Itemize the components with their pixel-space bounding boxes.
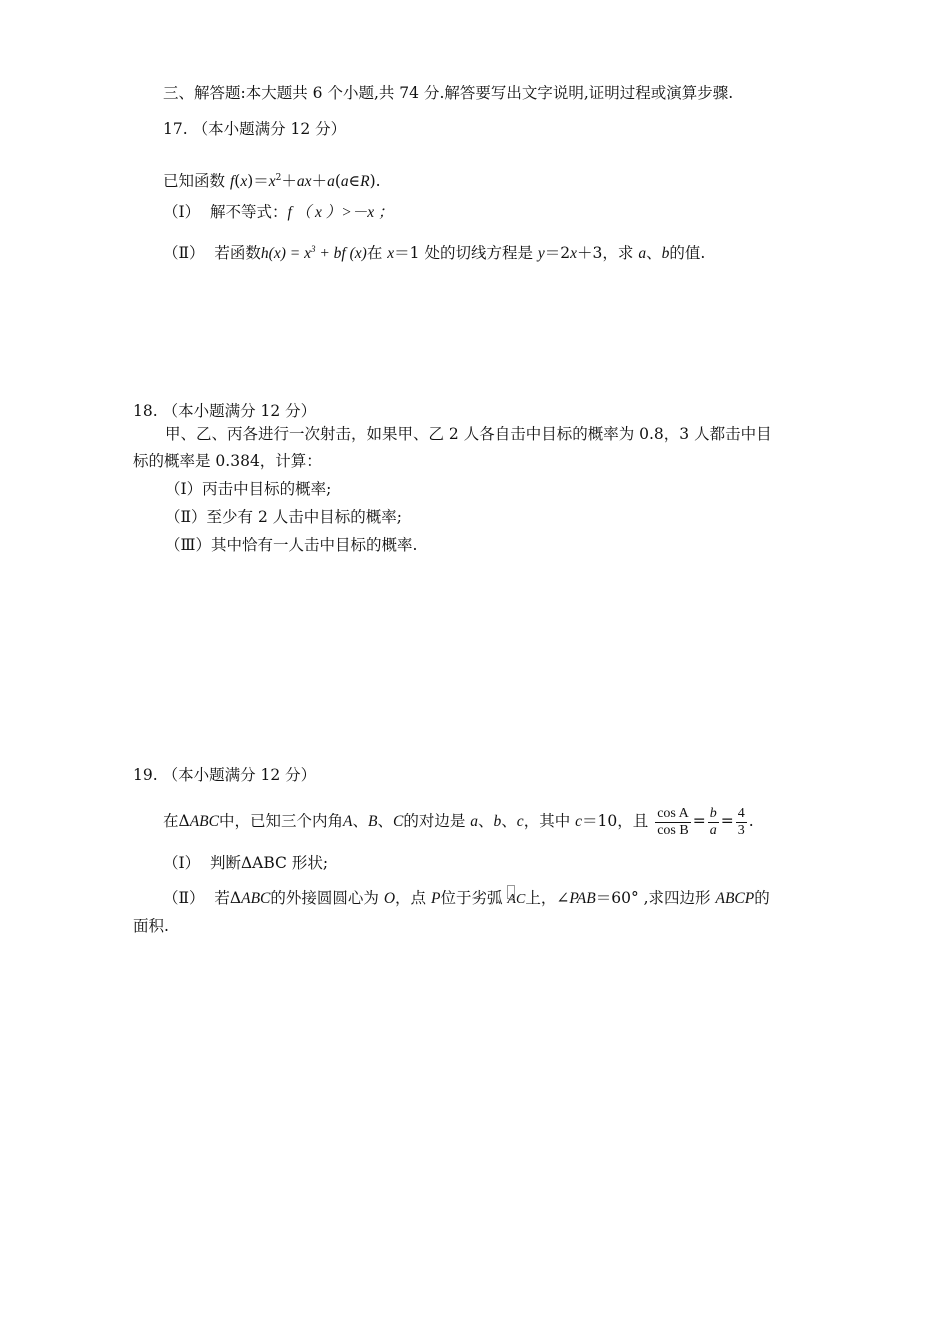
q17-part2-tail2: ＝2	[544, 244, 571, 262]
q19-part1-text: 判断ΔABC 形状;	[209, 854, 329, 872]
q17-R: R	[360, 173, 370, 190]
q18-stem-line1: 甲、乙、丙各进行一次射击，如果甲、乙 2 人各自击中目标的概率为 0.8，3 人都击中目	[165, 425, 772, 443]
q19-frac-cos	[655, 806, 691, 839]
q17-part2-label: （Ⅱ）	[163, 244, 205, 262]
q19-score: （本小题满分 12 分）	[162, 766, 317, 784]
q17-part2-y: y	[537, 245, 545, 262]
q19-ABCP: ABCP	[715, 890, 755, 907]
q17-part1-label: （Ⅰ）	[163, 203, 201, 221]
q19-frac-43	[736, 806, 747, 839]
q19-a: a	[470, 813, 479, 830]
q19-part2-mid3: 位于劣弧	[440, 889, 503, 907]
q18-part3: （Ⅲ）其中恰有一人击中目标的概率.	[165, 536, 418, 554]
q17-part2-x: x	[387, 245, 395, 262]
q19-part2	[163, 885, 770, 911]
q17-part2-b: b	[661, 245, 670, 262]
q17-stem-text: 已知函数	[163, 172, 230, 190]
q19-stem-mid3: ，其中	[523, 812, 571, 830]
q19-part2-end: 的	[754, 889, 770, 907]
q17-part2-end: 的值.	[669, 244, 706, 262]
q19-arc-AC: AC	[507, 885, 525, 911]
q19-part2-mid2: ，点	[395, 889, 427, 907]
q17-a2: a	[327, 173, 335, 190]
q18-heading	[133, 400, 316, 422]
q17-x3: x	[304, 173, 312, 190]
q19-heading	[133, 764, 316, 786]
q19-frac3-num: 4	[737, 805, 745, 821]
q19-part2-pre: 若Δ	[214, 889, 242, 907]
q18-number: 18.	[133, 402, 158, 420]
q19-stem-mid2: 的对边是	[403, 812, 466, 830]
q17-part2-sep: 、	[646, 244, 662, 262]
q19-stem: 在ΔABC中，已知三个内角A、B、C的对边是 a、b、c，其中 c＝10，且 $\frac{\text{cos A}}{\text{cos B}}$ = $\frac{b}{a}$ = $\frac{4}{3}$ .	[163, 805, 754, 838]
q19-part2-mid4: 上，∠	[525, 889, 570, 907]
q19-abc: ABC	[189, 813, 219, 830]
q19-number: 19.	[133, 766, 158, 784]
q17-x: x	[240, 173, 248, 190]
q17-part2-tail3: ＋3，求	[577, 244, 634, 262]
q18-part1: （Ⅰ）丙击中目标的概率;	[165, 480, 332, 498]
q19-b: b	[493, 813, 502, 830]
q19-part2-mid1: 的外接圆圆心为	[270, 889, 379, 907]
q18-score: （本小题满分 12 分）	[162, 402, 317, 420]
q19-B: B	[367, 813, 378, 830]
q19-frac-ba	[708, 806, 719, 839]
q19-frac1-den: cos B	[657, 822, 689, 838]
q19-A: A	[343, 813, 353, 830]
section-header: 三、解答题:本大题共 6 个小题,共 74 分.解答要写出文字说明,证明过程或演算步骤.	[163, 84, 734, 102]
q19-part1	[163, 852, 328, 874]
q17-a: a	[296, 173, 305, 190]
q19-frac2-den: a	[709, 822, 717, 838]
q19-c: c	[516, 813, 524, 830]
q17-score: （本小题满分 12 分）	[192, 120, 347, 138]
q17-heading	[163, 118, 346, 140]
q17-part2-pre: 若函数	[214, 244, 261, 262]
q17-a3: a	[340, 173, 349, 190]
q17-x2: x	[268, 173, 276, 190]
q19-part2-label: （Ⅱ）	[163, 889, 205, 907]
q19-part2-abc: ABC	[241, 890, 271, 907]
q19-P: P	[431, 890, 441, 907]
q17-part2-func: $h(x) = x^3$ + bf (x)	[260, 244, 367, 262]
q19-O: O	[383, 890, 396, 907]
q17-part2-mid: 在	[366, 244, 383, 262]
q19-PAB: PAB	[569, 890, 596, 907]
q17-part1-text: 解不等式：	[209, 203, 288, 221]
q19-part2-line2: 面积.	[133, 917, 169, 935]
q19-c2: c	[575, 813, 583, 830]
q19-frac2-num: b	[709, 805, 717, 821]
q17-f: f	[229, 173, 235, 190]
q18-part2: （Ⅱ）至少有 2 人击中目标的概率;	[165, 508, 402, 526]
q17-number: 17.	[163, 120, 188, 138]
q17-part1	[163, 201, 394, 224]
q19-stem-pre: 在Δ	[163, 812, 190, 830]
q17-stem: 已知函数 $f(x)=x^2+ax+a(a\in R)$.	[163, 172, 381, 190]
q19-C: C	[392, 813, 404, 830]
q19-part2-mid5: ＝60° ,求四边形	[595, 889, 711, 907]
q17-part2	[163, 238, 705, 265]
q19-stem-mid4: ＝10，且	[582, 812, 649, 830]
q19-part1-label: （Ⅰ）	[163, 854, 201, 872]
q19-stem-mid: 中，已知三个内角	[218, 812, 343, 830]
q19-frac1-num: cos A	[657, 805, 689, 821]
q18-stem-line2: 标的概率是 0.384，计算：	[133, 452, 322, 470]
q17-part2-x2: x	[570, 245, 578, 262]
q19-frac3-den: 3	[737, 822, 745, 838]
q17-part2-a: a	[638, 245, 647, 262]
q17-part2-tail1: ＝1 处的切线方程是	[394, 244, 533, 262]
q17-part1-expr: f （ x ）>－x ；	[287, 204, 394, 221]
